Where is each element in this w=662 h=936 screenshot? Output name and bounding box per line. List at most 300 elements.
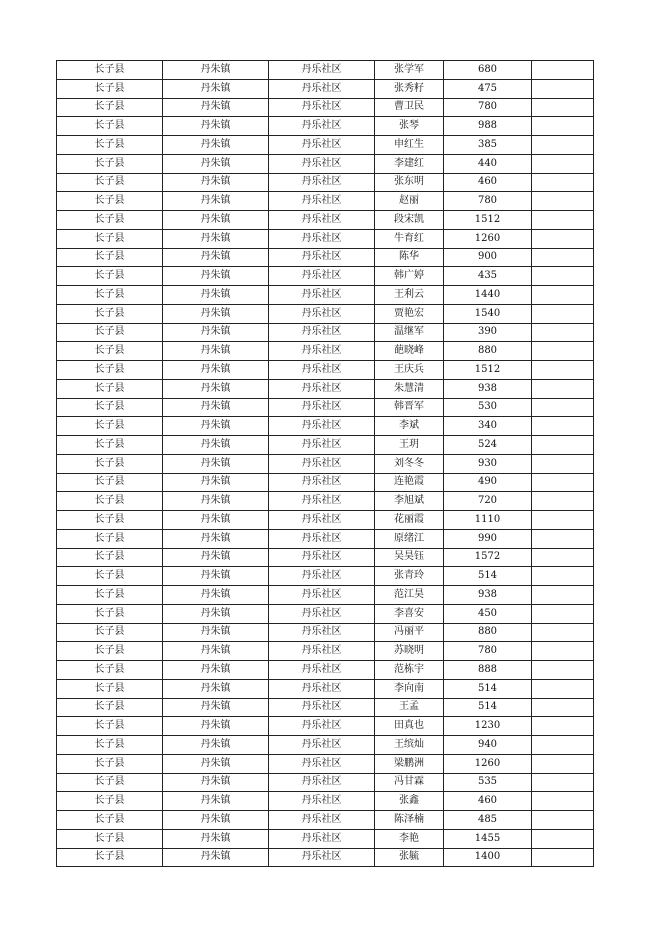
table-row — [57, 792, 594, 811]
town-cell: 丹朱镇 — [163, 473, 269, 492]
note-cell — [532, 211, 594, 230]
amount-cell: 524 — [444, 436, 532, 455]
table-row — [57, 342, 594, 361]
note-cell — [532, 304, 594, 323]
county-cell: 长子县 — [57, 736, 163, 755]
name-cell: 李喜安 — [375, 604, 444, 623]
note-cell — [532, 773, 594, 792]
county-cell: 长子县 — [57, 117, 163, 136]
amount-cell: 780 — [444, 642, 532, 661]
amount-cell: 938 — [444, 586, 532, 605]
town-cell: 丹朱镇 — [163, 154, 269, 173]
town-cell: 丹朱镇 — [163, 792, 269, 811]
amount-cell: 1455 — [444, 829, 532, 848]
note-cell — [532, 454, 594, 473]
town-cell: 丹朱镇 — [163, 529, 269, 548]
community-cell: 丹乐社区 — [269, 492, 375, 511]
community-cell: 丹乐社区 — [269, 829, 375, 848]
amount-cell: 720 — [444, 492, 532, 511]
town-cell: 丹朱镇 — [163, 754, 269, 773]
note-cell — [532, 698, 594, 717]
note-cell — [532, 661, 594, 680]
note-cell — [532, 586, 594, 605]
table-row — [57, 529, 594, 548]
table-row — [57, 773, 594, 792]
note-cell — [532, 398, 594, 417]
note-cell — [532, 248, 594, 267]
town-cell: 丹朱镇 — [163, 398, 269, 417]
county-cell: 长子县 — [57, 61, 163, 80]
amount-cell: 460 — [444, 173, 532, 192]
county-cell: 长子县 — [57, 567, 163, 586]
town-cell: 丹朱镇 — [163, 717, 269, 736]
name-cell: 王孟 — [375, 698, 444, 717]
amount-cell: 450 — [444, 604, 532, 623]
county-cell: 长子县 — [57, 604, 163, 623]
county-cell: 长子县 — [57, 473, 163, 492]
county-cell: 长子县 — [57, 792, 163, 811]
note-cell — [532, 511, 594, 530]
town-cell: 丹朱镇 — [163, 173, 269, 192]
amount-cell: 938 — [444, 379, 532, 398]
name-cell: 王玥 — [375, 436, 444, 455]
note-cell — [532, 848, 594, 867]
amount-cell: 514 — [444, 698, 532, 717]
community-cell: 丹乐社区 — [269, 454, 375, 473]
community-cell: 丹乐社区 — [269, 586, 375, 605]
community-cell: 丹乐社区 — [269, 754, 375, 773]
table-row — [57, 61, 594, 80]
note-cell — [532, 473, 594, 492]
note-cell — [532, 642, 594, 661]
table-row — [57, 698, 594, 717]
name-cell: 韩广婷 — [375, 267, 444, 286]
town-cell: 丹朱镇 — [163, 848, 269, 867]
name-cell: 张毓 — [375, 848, 444, 867]
county-cell: 长子县 — [57, 754, 163, 773]
community-cell: 丹乐社区 — [269, 173, 375, 192]
name-cell: 原绪江 — [375, 529, 444, 548]
amount-cell: 680 — [444, 61, 532, 80]
amount-cell: 1440 — [444, 286, 532, 305]
amount-cell: 1400 — [444, 848, 532, 867]
community-cell: 丹乐社区 — [269, 567, 375, 586]
name-cell: 段宋凯 — [375, 211, 444, 230]
community-cell: 丹乐社区 — [269, 679, 375, 698]
town-cell: 丹朱镇 — [163, 117, 269, 136]
note-cell — [532, 267, 594, 286]
table-row — [57, 136, 594, 155]
county-cell: 长子县 — [57, 454, 163, 473]
note-cell — [532, 623, 594, 642]
amount-cell: 385 — [444, 136, 532, 155]
name-cell: 张东明 — [375, 173, 444, 192]
town-cell: 丹朱镇 — [163, 567, 269, 586]
table-row — [57, 586, 594, 605]
amount-cell: 780 — [444, 98, 532, 117]
town-cell: 丹朱镇 — [163, 267, 269, 286]
county-cell: 长子县 — [57, 173, 163, 192]
town-cell: 丹朱镇 — [163, 192, 269, 211]
note-cell — [532, 567, 594, 586]
note-cell — [532, 342, 594, 361]
community-cell: 丹乐社区 — [269, 529, 375, 548]
table-row — [57, 492, 594, 511]
amount-cell: 1230 — [444, 717, 532, 736]
name-cell: 朱慧清 — [375, 379, 444, 398]
note-cell — [532, 361, 594, 380]
name-cell: 张鑫 — [375, 792, 444, 811]
amount-cell: 490 — [444, 473, 532, 492]
name-cell: 韩晋军 — [375, 398, 444, 417]
table-body — [57, 61, 594, 867]
community-cell: 丹乐社区 — [269, 248, 375, 267]
note-cell — [532, 829, 594, 848]
town-cell: 丹朱镇 — [163, 323, 269, 342]
town-cell: 丹朱镇 — [163, 417, 269, 436]
note-cell — [532, 754, 594, 773]
county-cell: 长子县 — [57, 492, 163, 511]
county-cell: 长子县 — [57, 248, 163, 267]
amount-cell: 1260 — [444, 229, 532, 248]
county-cell: 长子县 — [57, 679, 163, 698]
town-cell: 丹朱镇 — [163, 604, 269, 623]
community-cell: 丹乐社区 — [269, 61, 375, 80]
table-row — [57, 848, 594, 867]
community-cell: 丹乐社区 — [269, 229, 375, 248]
table-row — [57, 154, 594, 173]
community-cell: 丹乐社区 — [269, 192, 375, 211]
community-cell: 丹乐社区 — [269, 417, 375, 436]
amount-cell: 888 — [444, 661, 532, 680]
note-cell — [532, 61, 594, 80]
note-cell — [532, 286, 594, 305]
name-cell: 张青玲 — [375, 567, 444, 586]
county-cell: 长子县 — [57, 773, 163, 792]
note-cell — [532, 79, 594, 98]
town-cell: 丹朱镇 — [163, 361, 269, 380]
name-cell: 李向南 — [375, 679, 444, 698]
table-row — [57, 642, 594, 661]
town-cell: 丹朱镇 — [163, 136, 269, 155]
community-cell: 丹乐社区 — [269, 848, 375, 867]
table-row — [57, 304, 594, 323]
town-cell: 丹朱镇 — [163, 229, 269, 248]
community-cell: 丹乐社区 — [269, 286, 375, 305]
table-row — [57, 754, 594, 773]
town-cell: 丹朱镇 — [163, 773, 269, 792]
note-cell — [532, 792, 594, 811]
note-cell — [532, 811, 594, 830]
town-cell: 丹朱镇 — [163, 661, 269, 680]
note-cell — [532, 229, 594, 248]
town-cell: 丹朱镇 — [163, 79, 269, 98]
town-cell: 丹朱镇 — [163, 436, 269, 455]
town-cell: 丹朱镇 — [163, 679, 269, 698]
note-cell — [532, 736, 594, 755]
town-cell: 丹朱镇 — [163, 586, 269, 605]
community-cell: 丹乐社区 — [269, 511, 375, 530]
data-table — [56, 60, 594, 867]
amount-cell: 1260 — [444, 754, 532, 773]
table-row — [57, 379, 594, 398]
table-row — [57, 623, 594, 642]
county-cell: 长子县 — [57, 623, 163, 642]
community-cell: 丹乐社区 — [269, 361, 375, 380]
community-cell: 丹乐社区 — [269, 98, 375, 117]
county-cell: 长子县 — [57, 417, 163, 436]
table-row — [57, 436, 594, 455]
amount-cell: 460 — [444, 792, 532, 811]
community-cell: 丹乐社区 — [269, 436, 375, 455]
county-cell: 长子县 — [57, 511, 163, 530]
town-cell: 丹朱镇 — [163, 304, 269, 323]
community-cell: 丹乐社区 — [269, 323, 375, 342]
name-cell: 冯丽平 — [375, 623, 444, 642]
community-cell: 丹乐社区 — [269, 79, 375, 98]
county-cell: 长子县 — [57, 136, 163, 155]
community-cell: 丹乐社区 — [269, 398, 375, 417]
county-cell: 长子县 — [57, 192, 163, 211]
name-cell: 张琴 — [375, 117, 444, 136]
table-row — [57, 267, 594, 286]
note-cell — [532, 136, 594, 155]
county-cell: 长子县 — [57, 98, 163, 117]
amount-cell: 988 — [444, 117, 532, 136]
note-cell — [532, 323, 594, 342]
town-cell: 丹朱镇 — [163, 623, 269, 642]
name-cell: 牛育红 — [375, 229, 444, 248]
town-cell: 丹朱镇 — [163, 248, 269, 267]
community-cell: 丹乐社区 — [269, 736, 375, 755]
name-cell: 张秀籽 — [375, 79, 444, 98]
table-row — [57, 829, 594, 848]
community-cell: 丹乐社区 — [269, 773, 375, 792]
table-row — [57, 567, 594, 586]
name-cell: 张学军 — [375, 61, 444, 80]
name-cell: 苏晓明 — [375, 642, 444, 661]
amount-cell: 1540 — [444, 304, 532, 323]
table-row — [57, 248, 594, 267]
name-cell: 陈泽楠 — [375, 811, 444, 830]
note-cell — [532, 117, 594, 136]
table-row — [57, 736, 594, 755]
name-cell: 李建红 — [375, 154, 444, 173]
town-cell: 丹朱镇 — [163, 379, 269, 398]
name-cell: 陈华 — [375, 248, 444, 267]
town-cell: 丹朱镇 — [163, 61, 269, 80]
table-row — [57, 473, 594, 492]
county-cell: 长子县 — [57, 436, 163, 455]
town-cell: 丹朱镇 — [163, 736, 269, 755]
amount-cell: 880 — [444, 623, 532, 642]
amount-cell: 1512 — [444, 361, 532, 380]
note-cell — [532, 417, 594, 436]
county-cell: 长子县 — [57, 848, 163, 867]
county-cell: 长子县 — [57, 661, 163, 680]
name-cell: 刘冬冬 — [375, 454, 444, 473]
note-cell — [532, 436, 594, 455]
community-cell: 丹乐社区 — [269, 642, 375, 661]
table-row — [57, 417, 594, 436]
table-row — [57, 679, 594, 698]
note-cell — [532, 548, 594, 567]
table-row — [57, 604, 594, 623]
county-cell: 长子县 — [57, 398, 163, 417]
amount-cell: 530 — [444, 398, 532, 417]
county-cell: 长子县 — [57, 811, 163, 830]
table-row — [57, 229, 594, 248]
amount-cell: 390 — [444, 323, 532, 342]
community-cell: 丹乐社区 — [269, 304, 375, 323]
amount-cell: 535 — [444, 773, 532, 792]
community-cell: 丹乐社区 — [269, 136, 375, 155]
community-cell: 丹乐社区 — [269, 473, 375, 492]
amount-cell: 880 — [444, 342, 532, 361]
county-cell: 长子县 — [57, 698, 163, 717]
community-cell: 丹乐社区 — [269, 548, 375, 567]
county-cell: 长子县 — [57, 342, 163, 361]
county-cell: 长子县 — [57, 323, 163, 342]
table-row — [57, 511, 594, 530]
note-cell — [532, 173, 594, 192]
note-cell — [532, 98, 594, 117]
table-row — [57, 454, 594, 473]
county-cell: 长子县 — [57, 267, 163, 286]
county-cell: 长子县 — [57, 586, 163, 605]
town-cell: 丹朱镇 — [163, 829, 269, 848]
name-cell: 范栋宇 — [375, 661, 444, 680]
amount-cell: 340 — [444, 417, 532, 436]
amount-cell: 930 — [444, 454, 532, 473]
community-cell: 丹乐社区 — [269, 792, 375, 811]
town-cell: 丹朱镇 — [163, 642, 269, 661]
name-cell: 冯甘霖 — [375, 773, 444, 792]
amount-cell: 1512 — [444, 211, 532, 230]
county-cell: 长子县 — [57, 379, 163, 398]
county-cell: 长子县 — [57, 829, 163, 848]
name-cell: 李艳 — [375, 829, 444, 848]
community-cell: 丹乐社区 — [269, 698, 375, 717]
amount-cell: 435 — [444, 267, 532, 286]
amount-cell: 780 — [444, 192, 532, 211]
note-cell — [532, 192, 594, 211]
community-cell: 丹乐社区 — [269, 811, 375, 830]
table-row — [57, 79, 594, 98]
name-cell: 李斌 — [375, 417, 444, 436]
county-cell: 长子县 — [57, 642, 163, 661]
county-cell: 长子县 — [57, 717, 163, 736]
name-cell: 范江昊 — [375, 586, 444, 605]
note-cell — [532, 604, 594, 623]
county-cell: 长子县 — [57, 286, 163, 305]
table-row — [57, 548, 594, 567]
note-cell — [532, 529, 594, 548]
town-cell: 丹朱镇 — [163, 511, 269, 530]
county-cell: 长子县 — [57, 361, 163, 380]
town-cell: 丹朱镇 — [163, 98, 269, 117]
community-cell: 丹乐社区 — [269, 342, 375, 361]
town-cell: 丹朱镇 — [163, 454, 269, 473]
name-cell: 花丽霞 — [375, 511, 444, 530]
name-cell: 赵丽 — [375, 192, 444, 211]
name-cell: 连艳霞 — [375, 473, 444, 492]
amount-cell: 514 — [444, 567, 532, 586]
community-cell: 丹乐社区 — [269, 604, 375, 623]
county-cell: 长子县 — [57, 304, 163, 323]
town-cell: 丹朱镇 — [163, 342, 269, 361]
note-cell — [532, 379, 594, 398]
table-row — [57, 811, 594, 830]
town-cell: 丹朱镇 — [163, 492, 269, 511]
town-cell: 丹朱镇 — [163, 811, 269, 830]
amount-cell: 1110 — [444, 511, 532, 530]
name-cell: 王利云 — [375, 286, 444, 305]
community-cell: 丹乐社区 — [269, 117, 375, 136]
community-cell: 丹乐社区 — [269, 717, 375, 736]
note-cell — [532, 154, 594, 173]
community-cell: 丹乐社区 — [269, 154, 375, 173]
name-cell: 王缤灿 — [375, 736, 444, 755]
county-cell: 长子县 — [57, 529, 163, 548]
amount-cell: 990 — [444, 529, 532, 548]
town-cell: 丹朱镇 — [163, 286, 269, 305]
table-row — [57, 286, 594, 305]
town-cell: 丹朱镇 — [163, 548, 269, 567]
name-cell: 王庆兵 — [375, 361, 444, 380]
table-row — [57, 398, 594, 417]
note-cell — [532, 717, 594, 736]
table-row — [57, 173, 594, 192]
community-cell: 丹乐社区 — [269, 661, 375, 680]
name-cell: 李旭斌 — [375, 492, 444, 511]
name-cell: 吴昊钰 — [375, 548, 444, 567]
name-cell: 申红生 — [375, 136, 444, 155]
amount-cell: 1572 — [444, 548, 532, 567]
amount-cell: 440 — [444, 154, 532, 173]
amount-cell: 475 — [444, 79, 532, 98]
town-cell: 丹朱镇 — [163, 211, 269, 230]
community-cell: 丹乐社区 — [269, 623, 375, 642]
table-row — [57, 661, 594, 680]
name-cell: 田真也 — [375, 717, 444, 736]
county-cell: 长子县 — [57, 79, 163, 98]
amount-cell: 900 — [444, 248, 532, 267]
county-cell: 长子县 — [57, 211, 163, 230]
county-cell: 长子县 — [57, 154, 163, 173]
table-row — [57, 98, 594, 117]
name-cell: 贾艳宏 — [375, 304, 444, 323]
amount-cell: 514 — [444, 679, 532, 698]
note-cell — [532, 492, 594, 511]
county-cell: 长子县 — [57, 548, 163, 567]
community-cell: 丹乐社区 — [269, 379, 375, 398]
table-row — [57, 361, 594, 380]
table-row — [57, 717, 594, 736]
name-cell: 梁鹏洲 — [375, 754, 444, 773]
table-row — [57, 192, 594, 211]
name-cell: 曹卫民 — [375, 98, 444, 117]
table-row — [57, 323, 594, 342]
county-cell: 长子县 — [57, 229, 163, 248]
amount-cell: 485 — [444, 811, 532, 830]
amount-cell: 940 — [444, 736, 532, 755]
note-cell — [532, 679, 594, 698]
table-row — [57, 117, 594, 136]
name-cell: 葩晓峰 — [375, 342, 444, 361]
table-row — [57, 211, 594, 230]
name-cell: 温继军 — [375, 323, 444, 342]
